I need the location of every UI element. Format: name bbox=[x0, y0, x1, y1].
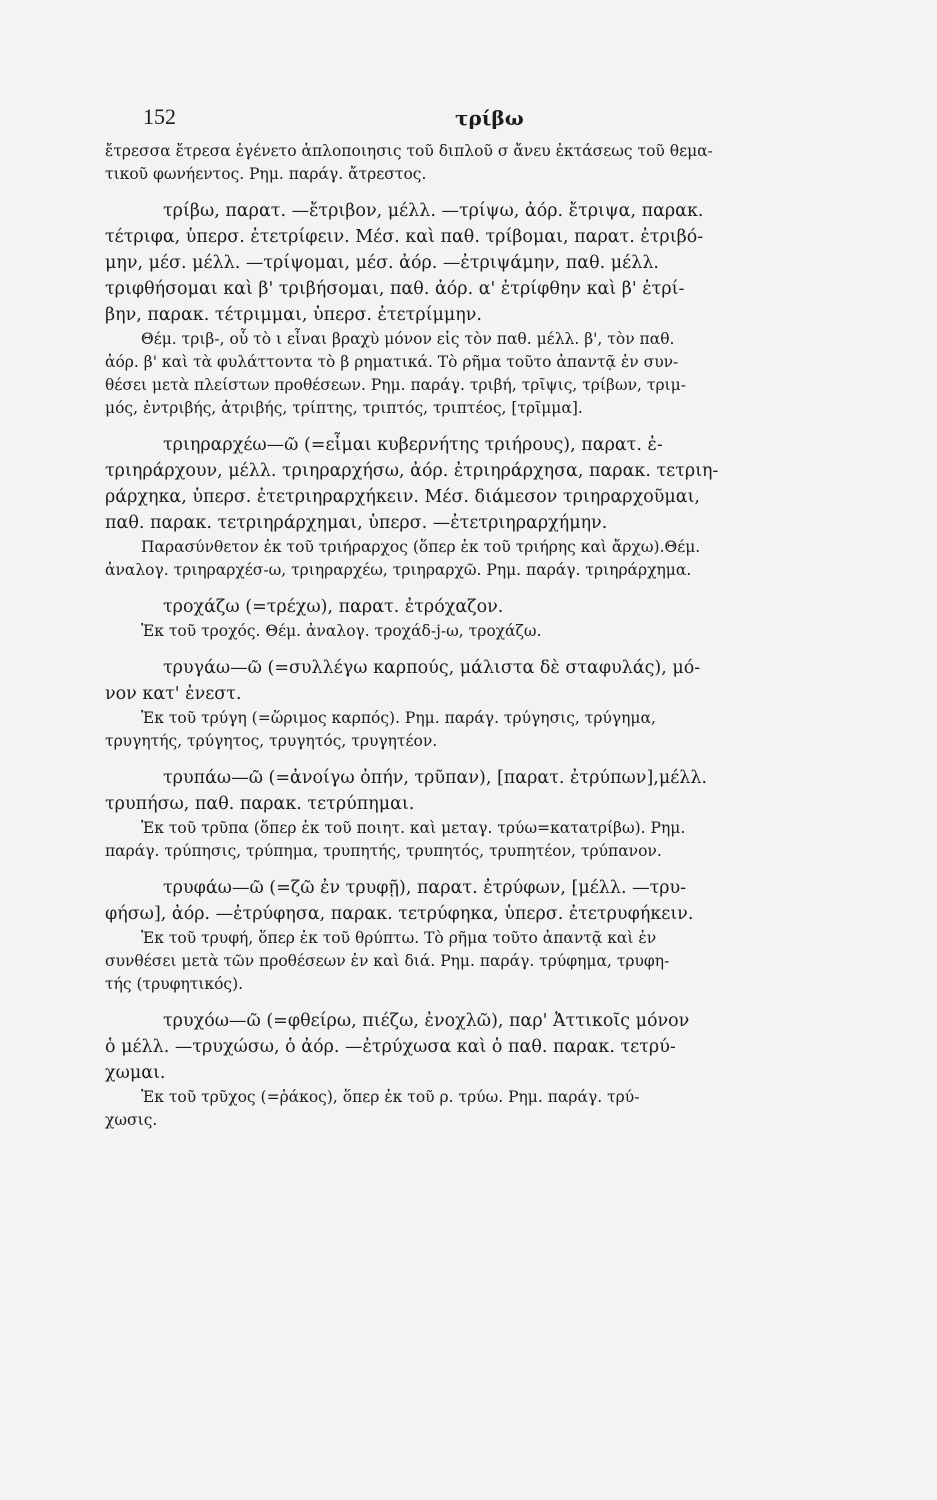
text-line: μην, μέσ. μέλλ. —τρίψομαι, μέσ. ἀόρ. —ἐτριψάμην, παθ. μέλλ. bbox=[105, 253, 659, 273]
text-line: χωσις. bbox=[105, 1111, 158, 1129]
text-line: τέτριφα, ὑπερσ. ἐτετρίφειν. Μέσ. καὶ παθ. τρίβομαι, παρατ. ἐτριβό- bbox=[105, 227, 704, 247]
text-line: Παρασύνθετον ἐκ τοῦ τριήραρχος (ὅπερ ἐκ τοῦ τριήρης καὶ ἄρχω).Θέμ. bbox=[141, 538, 701, 556]
text-line: τικοῦ φωνήεντος. Ρημ. παράγ. ἄτρεστος. bbox=[105, 165, 427, 183]
text-line: ἀναλογ. τριηραρχέσ-ω, τριηραρχέω, τριηραρχῶ. Ρημ. παράγ. τριηράρχημα. bbox=[105, 561, 692, 579]
text-line: τρίβω, παρατ. —ἔτριβον, μέλλ. —τρίψω, ἀόρ. ἔτριψα, παρακ. bbox=[163, 201, 704, 221]
text-line: Θέμ. τριβ-, οὗ τὸ ι εἶναι βραχὺ μόνον εἰς τὸν παθ. μέλλ. β', τὸν παθ. bbox=[141, 330, 675, 348]
entry-note bbox=[105, 328, 875, 420]
dictionary-entry bbox=[105, 1008, 875, 1086]
text-line: Ἐκ τοῦ τροχός. Θέμ. ἀναλογ. τροχάδ-j-ω, τροχάζω. bbox=[141, 622, 542, 640]
dictionary-entry bbox=[105, 655, 875, 707]
page-number: 152 bbox=[143, 104, 176, 129]
running-head: τρίβω bbox=[455, 106, 524, 130]
text-line: τριφθήσομαι καὶ β' τριβήσομαι, παθ. ἀόρ. α' ἐτρίφθην καὶ β' ἐτρί- bbox=[105, 279, 685, 299]
text-line: παθ. παρακ. τετριηράρχημαι, ὑπερσ. —ἐτετριηραρχήμην. bbox=[105, 513, 608, 533]
dictionary-entry bbox=[105, 432, 875, 536]
text-line: τροχάζω (=τρέχω), παρατ. ἐτρόχαζον. bbox=[163, 597, 504, 617]
text-line: τής (τρυφητικός). bbox=[105, 975, 244, 993]
dictionary-entry bbox=[105, 198, 875, 328]
text-line: τρυπήσω, παθ. παρακ. τετρύπημαι. bbox=[105, 794, 415, 814]
text-line: τριηράρχουν, μέλλ. τριηραρχήσω, ἀόρ. ἐτριηράρχησα, παρακ. τετριη- bbox=[105, 461, 719, 481]
entry-note bbox=[105, 1086, 875, 1132]
entry-note bbox=[105, 927, 875, 996]
text-line: συνθέσει μετὰ τῶν προθέσεων ἐν καὶ διά. Ρημ. παράγ. τρύφημα, τρυφη- bbox=[105, 952, 670, 970]
dictionary-entry bbox=[105, 765, 875, 817]
text-line: ὁ μέλλ. —τρυχώσω, ὁ ἀόρ. —ἐτρύχωσα καὶ ὁ παθ. παρακ. τετρύ- bbox=[105, 1037, 676, 1057]
text-line: μός, ἐντριβής, ἀτριβής, τρίπτης, τριπτός, τριπτέος, [τρῖμμα]. bbox=[105, 399, 583, 417]
text-line: ράρχηκα, ὑπερσ. ἐτετριηραρχήκειν. Μέσ. διάμεσον τριηραρχοῦμαι, bbox=[105, 487, 700, 507]
text-line: παράγ. τρύπησις, τρύπημα, τρυπητής, τρυπητός, τρυπητέον, τρύπανον. bbox=[105, 842, 662, 860]
text-line: νον κατ' ἐνεστ. bbox=[105, 684, 242, 704]
text-line: τρυπάω—ῶ (=ἀνοίγω ὀπήν, τρῦπαν), [παρατ. ἐτρύπων],μέλλ. bbox=[163, 768, 708, 788]
text-line: θέσει μετὰ πλείστων προθέσεων. Ρημ. παράγ. τριβή, τρῖψις, τρίβων, τριμ- bbox=[105, 376, 686, 394]
entry-note bbox=[105, 140, 875, 186]
dictionary-entry bbox=[105, 594, 875, 620]
text-line: φήσω], ἀόρ. —ἐτρύφησα, παρακ. τετρύφηκα, ὑπερσ. ἐτετρυφήκειν. bbox=[105, 904, 694, 924]
text-line: Ἐκ τοῦ τρῦχος (=ῥάκος), ὅπερ ἐκ τοῦ ρ. τρύω. Ρημ. παράγ. τρύ- bbox=[141, 1088, 640, 1106]
text-line: τρυφάω—ῶ (=ζῶ ἐν τρυφῇ), παρατ. ἐτρύφων, [μέλλ. —τρυ- bbox=[163, 878, 687, 898]
page bbox=[105, 100, 875, 1132]
dictionary-entry bbox=[105, 875, 875, 927]
entry-note bbox=[105, 620, 875, 643]
entry-note bbox=[105, 817, 875, 863]
text-line: τρυγητής, τρύγητος, τρυγητός, τρυγητέον. bbox=[105, 732, 438, 750]
text-line: τριηραρχέω—ῶ (=εἶμαι κυβερνήτης τριήρους), παρατ. ἐ- bbox=[163, 435, 663, 455]
page-body bbox=[105, 140, 875, 1132]
text-line: τρυγάω—ῶ (=συλλέγω καρπούς, μάλιστα δὲ σταφυλάς), μό- bbox=[163, 658, 701, 678]
text-line: χωμαι. bbox=[105, 1063, 166, 1083]
text-line: ἔτρεσσα ἔτρεσα ἐγένετο ἁπλοποιησις τοῦ διπλοῦ σ ἄνευ ἐκτάσεως τοῦ θεμα- bbox=[105, 142, 713, 160]
entry-note bbox=[105, 536, 875, 582]
text-line: τρυχόω—ῶ (=φθείρω, πιέζω, ἐνοχλῶ), παρ' Ἀττικοῖς μόνον bbox=[163, 1011, 690, 1031]
entry-note bbox=[105, 707, 875, 753]
text-line: βην, παρακ. τέτριμμαι, ὑπερσ. ἐτετρίμμην. bbox=[105, 305, 482, 325]
page-header bbox=[105, 100, 875, 140]
text-line: ἀόρ. β' καὶ τὰ φυλάττοντα τὸ β ρηματικά. Τὸ ρῆμα τοῦτο ἀπαντᾷ ἐν συν- bbox=[105, 353, 679, 371]
text-line: Ἐκ τοῦ τρύγη (=ὥριμος καρπός). Ρημ. παράγ. τρύγησις, τρύγημα, bbox=[141, 709, 656, 727]
text-line: Ἐκ τοῦ τρυφή, ὅπερ ἐκ τοῦ θρύπτω. Τὸ ρῆμα τοῦτο ἀπαντᾷ καὶ ἐν bbox=[141, 929, 657, 947]
text-line: Ἐκ τοῦ τρῦπα (ὅπερ ἐκ τοῦ ποιητ. καὶ μεταγ. τρύω=κατατρίβω). Ρημ. bbox=[141, 819, 686, 837]
